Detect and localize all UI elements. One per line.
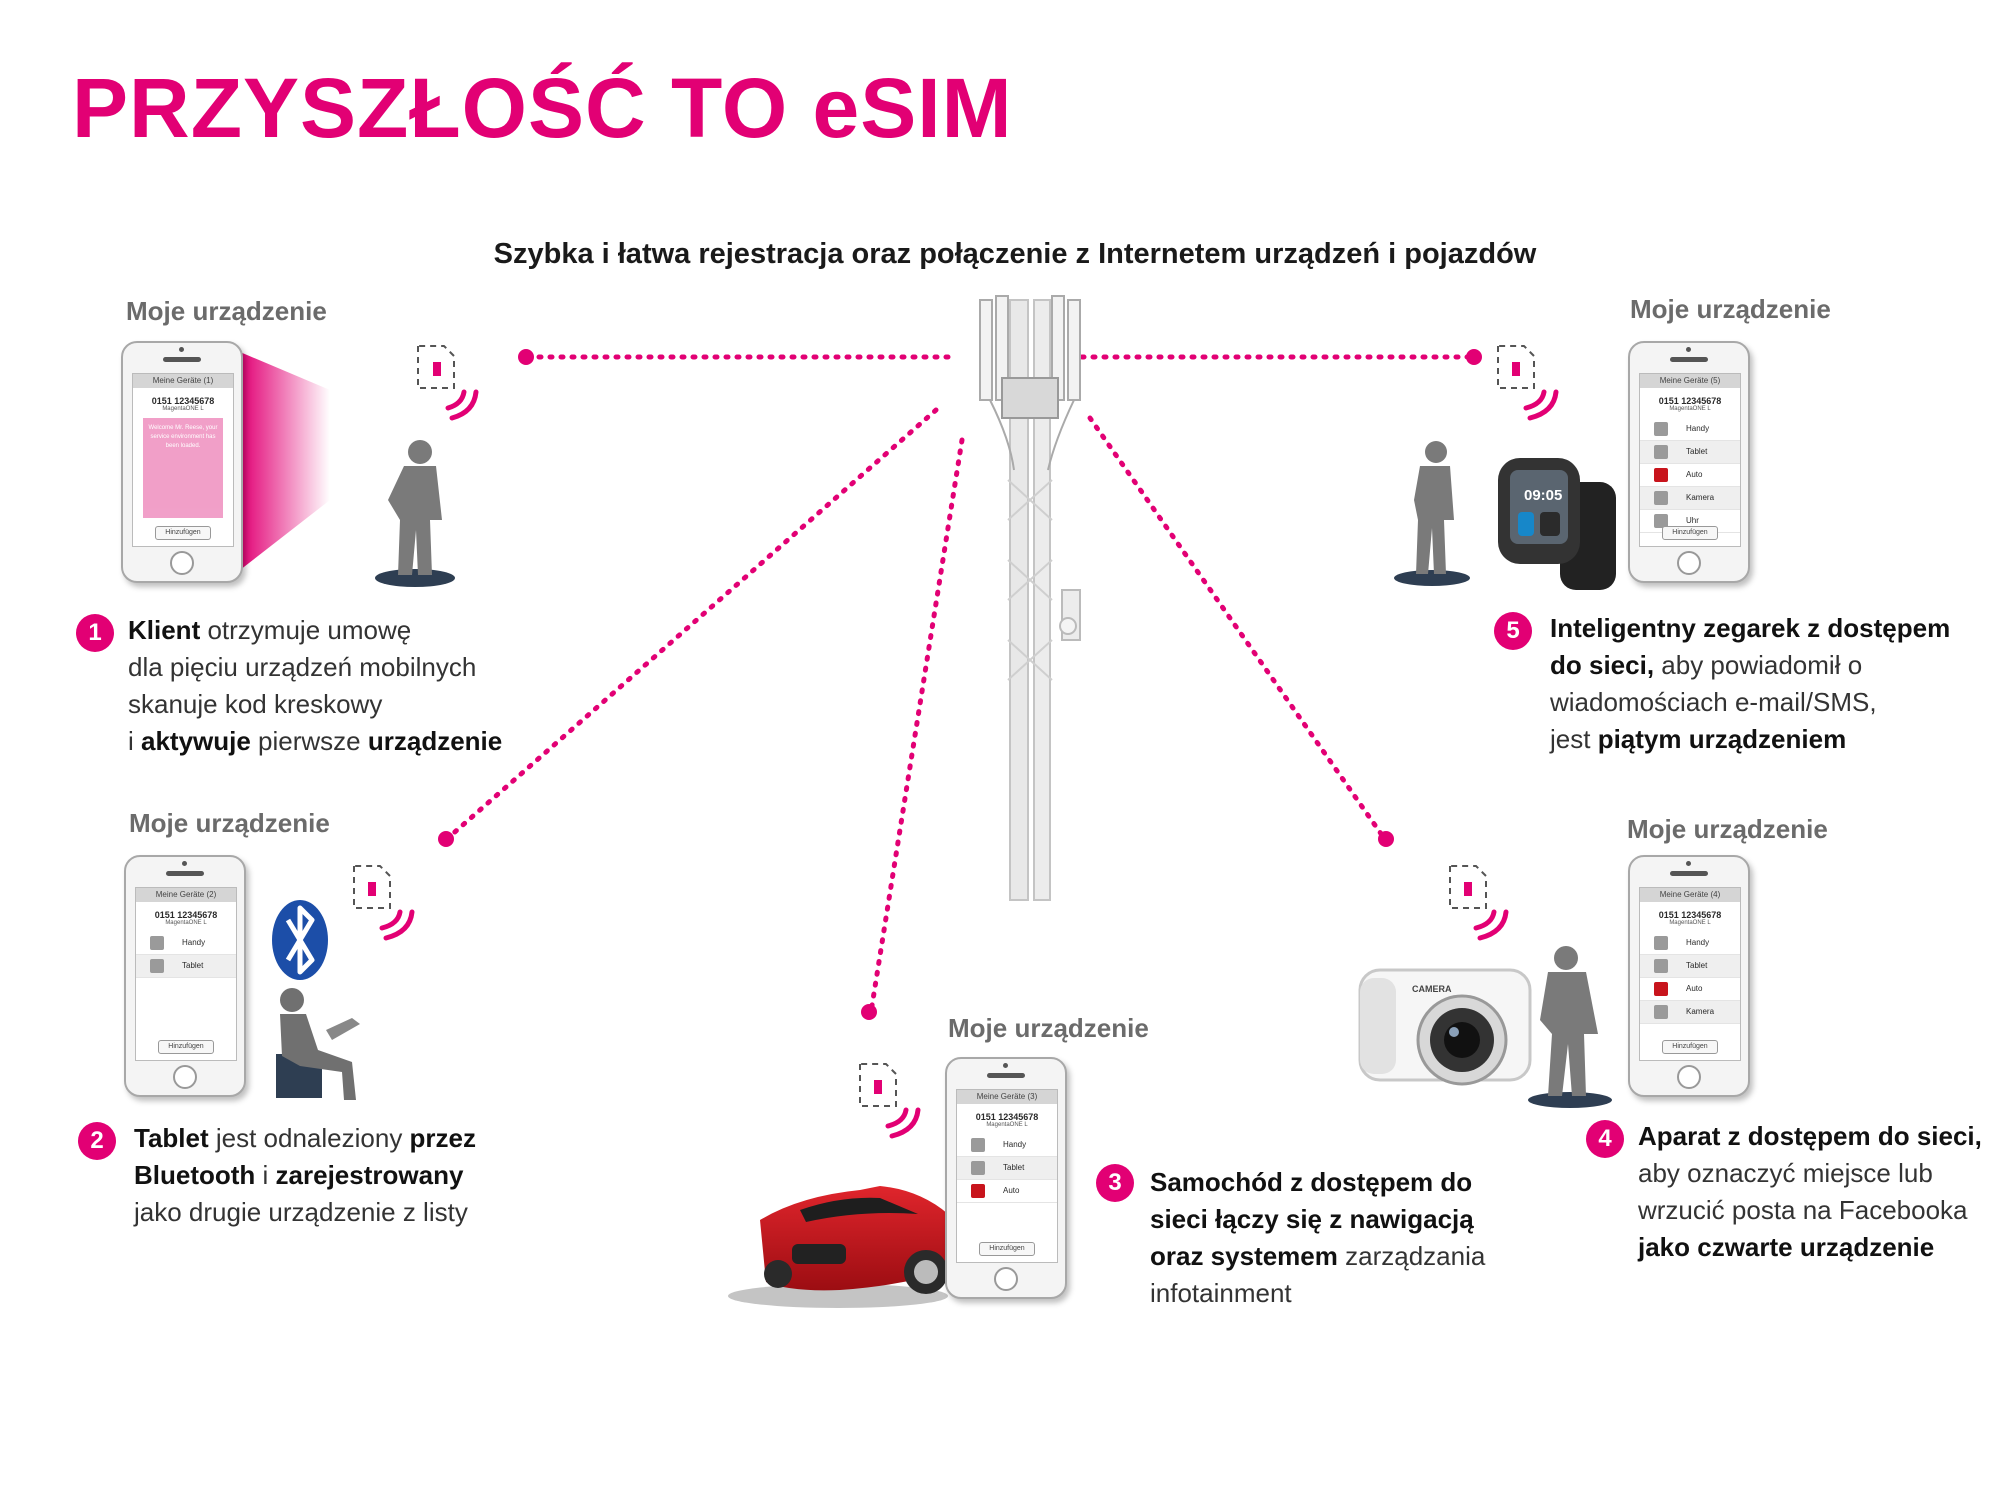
phone-screen	[1639, 887, 1741, 1061]
phone-device-4	[1628, 855, 1750, 1097]
list-item[interactable]	[1640, 978, 1740, 1001]
bold-text: jako czwarte urządzenie	[1638, 1232, 1935, 1262]
car-small-icon	[1654, 982, 1668, 996]
device-list-header: Meine Geräte (5)	[1640, 374, 1740, 388]
add-device-button[interactable]: Hinzufügen	[1662, 526, 1718, 540]
esim-icon-5	[1498, 346, 1556, 418]
phone-speaker	[1670, 871, 1708, 876]
page-title: PRZYSZŁOŚĆ TO eSIM	[72, 61, 1013, 155]
person-sitting-icon	[276, 988, 360, 1100]
step-number-1: 1	[76, 614, 114, 652]
device-name: Tablet	[1686, 961, 1708, 970]
device-list	[136, 932, 236, 978]
description-line	[1638, 1192, 1982, 1229]
esim-icon-4	[1450, 866, 1506, 938]
description-line	[134, 1194, 476, 1231]
list-item[interactable]	[1640, 441, 1740, 464]
connection-line-4	[1090, 418, 1384, 838]
bold-text: piątym urządzeniem	[1597, 724, 1847, 754]
esim-icon-1	[418, 346, 476, 418]
device-name: Handy	[1003, 1140, 1027, 1149]
device-label-1: Moje urządzenie	[126, 296, 327, 326]
phone-screen	[132, 373, 234, 547]
bold-text: zarejestrowany	[275, 1160, 464, 1190]
device-name: Auto	[1686, 984, 1703, 993]
cell-tower-icon	[980, 296, 1080, 900]
bold-text: Samochód z dostępem do	[1150, 1167, 1473, 1197]
phone-screen	[135, 887, 237, 1061]
device-list	[957, 1134, 1057, 1203]
device-name: Tablet	[1686, 447, 1708, 456]
bold-text: przez	[409, 1123, 477, 1153]
bold-text: Tablet	[134, 1123, 209, 1153]
connection-line-3	[871, 440, 962, 1012]
esim-icon-2	[354, 866, 412, 938]
device-name: Tablet	[182, 961, 204, 970]
device-name: Uhr	[1686, 516, 1699, 525]
device-list-header: Meine Geräte (4)	[1640, 888, 1740, 902]
camera-small-icon	[1654, 1005, 1668, 1019]
description-line	[128, 612, 502, 649]
tablet-icon	[971, 1161, 985, 1175]
description-line	[1550, 721, 1950, 758]
text: jest	[1550, 724, 1598, 754]
device-name: Handy	[1686, 938, 1710, 947]
list-item[interactable]	[136, 955, 236, 978]
step-number-2: 2	[78, 1122, 116, 1160]
add-device-button[interactable]: Hinzufügen	[155, 526, 211, 540]
phone-device-1	[121, 341, 243, 583]
person-standing-icon	[375, 440, 455, 587]
plan-name: MagentaONE L	[162, 406, 204, 412]
step-description-5	[1550, 610, 1950, 758]
text: jako drugie urządzenie z listy	[134, 1197, 468, 1227]
phone-icon	[150, 936, 164, 950]
add-device-button[interactable]: Hinzufügen	[1662, 1040, 1718, 1054]
esim-icon-3	[860, 1064, 918, 1136]
home-button[interactable]	[994, 1267, 1018, 1291]
list-item[interactable]	[1640, 1001, 1740, 1024]
phone-icon	[971, 1138, 985, 1152]
text: otrzymuje umowę	[200, 615, 412, 645]
text: aby powiadomił o	[1654, 650, 1863, 680]
scan-beam	[240, 352, 330, 570]
description-line	[1638, 1229, 1982, 1266]
phone-camera	[182, 861, 187, 866]
device-name: Tablet	[1003, 1163, 1025, 1172]
home-button[interactable]	[1677, 551, 1701, 575]
camera-brand: CAMERA	[1412, 984, 1452, 994]
device-label-4: Moje urządzenie	[1627, 814, 1828, 844]
plan-name: MagentaONE L	[1669, 920, 1711, 926]
tablet-icon	[150, 959, 164, 973]
description-line	[128, 649, 502, 686]
step-description-3	[1150, 1164, 1485, 1312]
tablet-icon	[1654, 959, 1668, 973]
car-small-icon	[1654, 468, 1668, 482]
plan-name: MagentaONE L	[986, 1122, 1028, 1128]
phone-number: 0151 12345678	[151, 396, 215, 406]
bold-text: do sieci,	[1550, 650, 1655, 680]
welcome-overlay: Welcome Mr. Reese, your service environment has been loaded.	[143, 418, 223, 518]
phone-number: 0151 12345678	[975, 1112, 1039, 1122]
list-item[interactable]	[1640, 464, 1740, 487]
list-item[interactable]	[1640, 418, 1740, 441]
phone-device-5	[1628, 341, 1750, 583]
smartwatch-icon	[1498, 458, 1616, 590]
page-subtitle: Szybka i łatwa rejestracja oraz połączenie z Internetem urządzeń i pojazdów	[493, 238, 1537, 270]
text: wrzucić posta na Facebooka	[1638, 1195, 1968, 1225]
step-description-2	[134, 1120, 476, 1231]
phone-device-2	[124, 855, 246, 1097]
phone-number: 0151 12345678	[1658, 396, 1722, 406]
description-line	[128, 723, 502, 760]
text: dla pięciu urządzeń mobilnych	[128, 652, 477, 682]
text: pierwsze	[250, 726, 368, 756]
connection-line-2	[448, 410, 936, 838]
home-button[interactable]	[170, 551, 194, 575]
device-name: Auto	[1686, 470, 1703, 479]
phone-number: 0151 12345678	[154, 910, 218, 920]
home-button[interactable]	[173, 1065, 197, 1089]
phone-camera	[1686, 347, 1691, 352]
person-checking-watch-icon	[1394, 441, 1470, 586]
text: zarządzania	[1337, 1241, 1486, 1271]
connection-lines	[448, 357, 1472, 1012]
bold-text: sieci łączy się z nawigacją	[1150, 1204, 1474, 1234]
bold-text: Aparat z dostępem do sieci,	[1638, 1121, 1982, 1151]
description-line	[1638, 1155, 1982, 1192]
device-label-5: Moje urządzenie	[1630, 294, 1831, 324]
device-label-3: Moje urządzenie	[948, 1013, 1149, 1043]
phone-screen	[956, 1089, 1058, 1263]
bold-text: Inteligentny zegarek z dostępem	[1550, 613, 1951, 643]
device-name: Kamera	[1686, 1007, 1715, 1016]
phone-screen	[1639, 373, 1741, 547]
plan-name: MagentaONE L	[165, 920, 207, 926]
step-description-4	[1638, 1118, 1982, 1266]
phone-number: 0151 12345678	[1658, 910, 1722, 920]
description-line	[1150, 1275, 1485, 1312]
phone-speaker	[166, 871, 204, 876]
device-name: Auto	[1003, 1186, 1020, 1195]
text: i	[128, 726, 141, 756]
description-line	[128, 686, 502, 723]
list-item[interactable]	[957, 1180, 1057, 1203]
text: jest odnaleziony	[208, 1123, 410, 1153]
description-line	[1150, 1164, 1485, 1201]
watch-time: 09:05	[1524, 487, 1563, 504]
bold-text: aktywuje	[141, 726, 251, 756]
device-name: Handy	[1686, 424, 1710, 433]
step-number-4: 4	[1586, 1120, 1624, 1158]
description-line	[1638, 1118, 1982, 1155]
list-item[interactable]	[136, 932, 236, 955]
description-line	[1550, 684, 1950, 721]
phone-device-3	[945, 1057, 1067, 1299]
phone-camera	[179, 347, 184, 352]
device-list-header: Meine Geräte (1)	[133, 374, 233, 388]
list-item[interactable]	[957, 1134, 1057, 1157]
add-device-button[interactable]: Hinzufügen	[158, 1040, 214, 1054]
bold-text: Klient	[128, 615, 201, 645]
phone-camera	[1686, 861, 1691, 866]
list-item[interactable]	[1640, 932, 1740, 955]
step-description-1	[128, 612, 502, 760]
add-device-button[interactable]: Hinzufügen	[979, 1242, 1035, 1256]
phone-speaker	[987, 1073, 1025, 1078]
device-list	[1640, 932, 1740, 1024]
phone-speaker	[1670, 357, 1708, 362]
device-name: Kamera	[1686, 493, 1715, 502]
bold-text: urządzenie	[367, 726, 503, 756]
description-line	[1550, 610, 1950, 647]
bluetooth-icon	[272, 900, 328, 980]
device-list	[1640, 418, 1740, 533]
tablet-icon	[1654, 445, 1668, 459]
text: i	[255, 1160, 276, 1190]
text: aby oznaczyć miejsce lub	[1638, 1158, 1933, 1188]
car-icon	[728, 1186, 952, 1308]
text: infotainment	[1150, 1278, 1292, 1308]
camera-small-icon	[1654, 491, 1668, 505]
person-photographer-icon	[1528, 946, 1612, 1108]
phone-speaker	[163, 357, 201, 362]
description-line	[1150, 1238, 1485, 1275]
text: skanuje kod kreskowy	[128, 689, 383, 719]
list-item[interactable]	[957, 1157, 1057, 1180]
device-name: Handy	[182, 938, 206, 947]
step-number-3: 3	[1096, 1164, 1134, 1202]
plan-name: MagentaONE L	[1669, 406, 1711, 412]
text: wiadomościach e-mail/SMS,	[1550, 687, 1877, 717]
description-line	[1150, 1201, 1485, 1238]
description-line	[1550, 647, 1950, 684]
home-button[interactable]	[1677, 1065, 1701, 1089]
device-list-header: Meine Geräte (2)	[136, 888, 236, 902]
device-list-header: Meine Geräte (3)	[957, 1090, 1057, 1104]
list-item[interactable]	[1640, 955, 1740, 978]
list-item[interactable]	[1640, 487, 1740, 510]
step-number-5: 5	[1494, 612, 1532, 650]
device-label-2: Moje urządzenie	[129, 808, 330, 838]
car-small-icon	[971, 1184, 985, 1198]
description-line	[134, 1120, 476, 1157]
phone-camera	[1003, 1063, 1008, 1068]
bold-text: Bluetooth	[134, 1160, 256, 1190]
bold-text: oraz systemem	[1150, 1241, 1338, 1271]
phone-icon	[1654, 936, 1668, 950]
description-line	[134, 1157, 476, 1194]
phone-icon	[1654, 422, 1668, 436]
